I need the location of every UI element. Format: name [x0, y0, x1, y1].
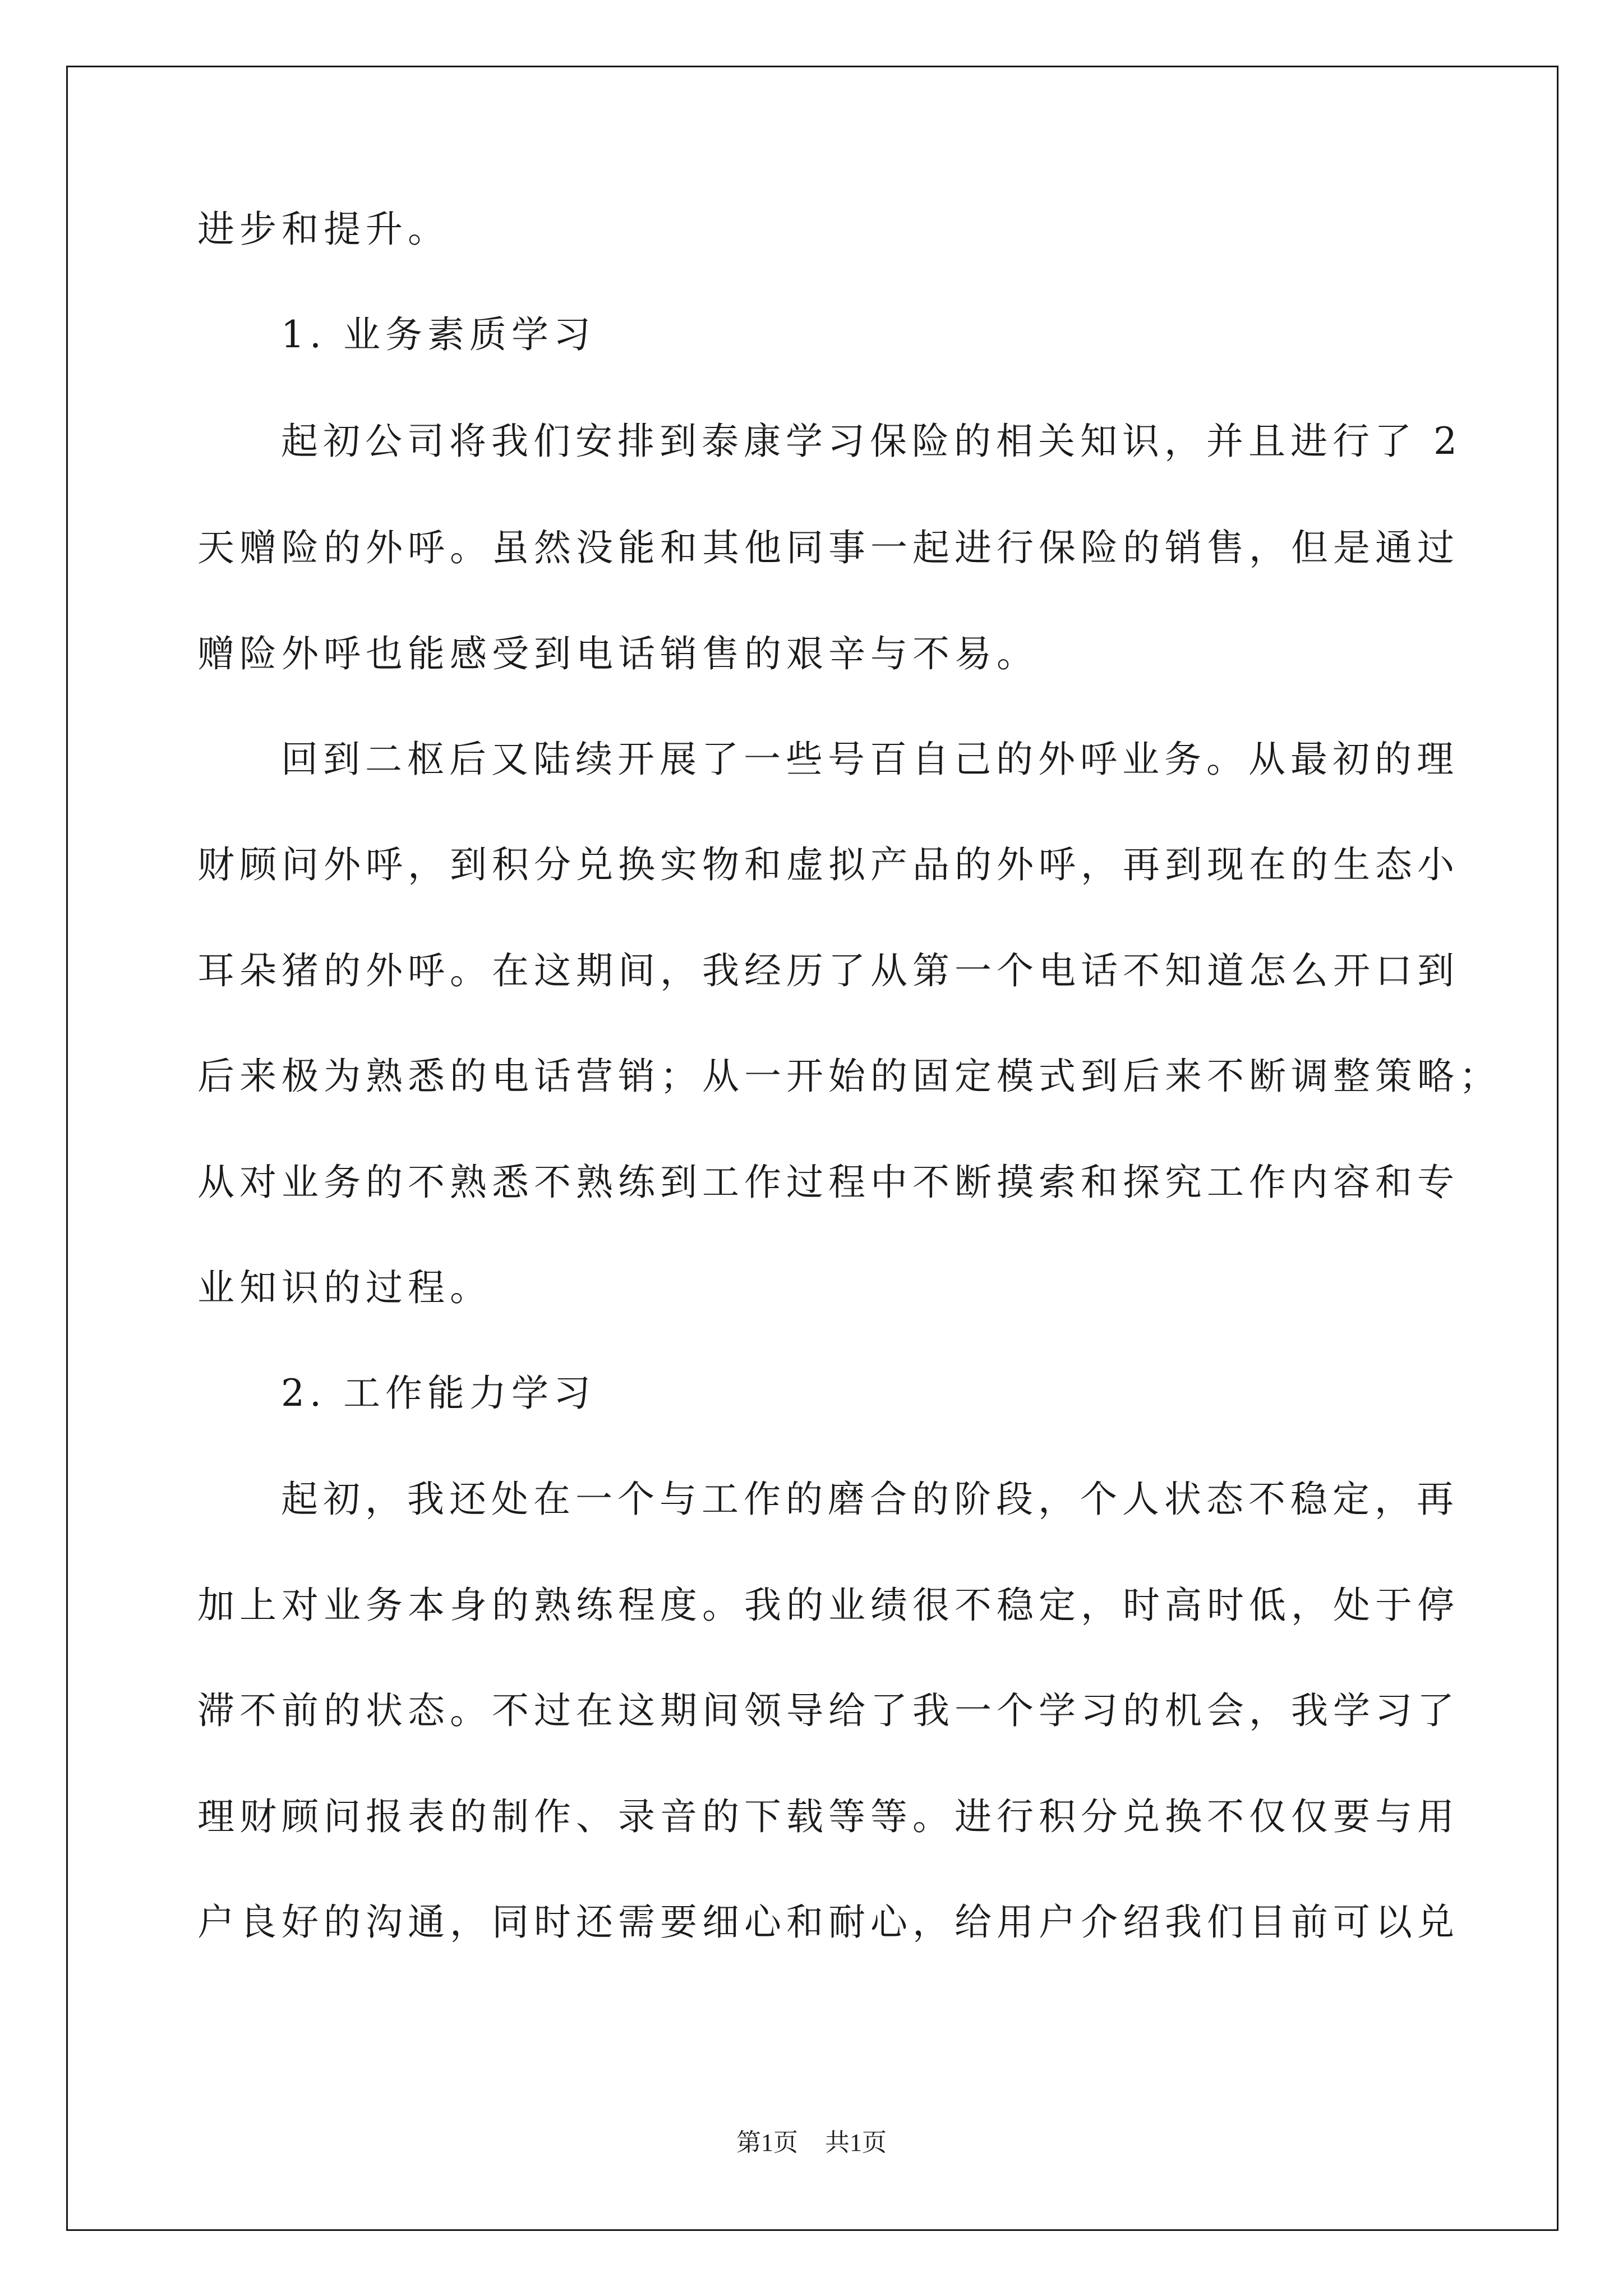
text-line: 滞不前的状态。不过在这期间领导给了我一个学习的机会，我学习了: [197, 1689, 1459, 1732]
text-line: 财顾问外呼，到积分兑换实物和虚拟产品的外呼，再到现在的生态小: [197, 843, 1459, 886]
text-line: 天赠险的外呼。虽然没能和其他同事一起进行保险的销售，但是通过: [197, 526, 1459, 569]
text-line: 耳朵猪的外呼。在这期间，我经历了从第一个电话不知道怎么开口到: [197, 949, 1459, 992]
text-line: 理财顾问报表的制作、录音的下载等等。进行积分兑换不仅仅要与用: [197, 1795, 1459, 1838]
text-line: 回到二枢后又陆续开展了一些号百自己的外呼业务。从最初的理: [281, 738, 1459, 781]
text-line: 赠险外呼也能感受到电话销售的艰辛与不易。: [197, 632, 1039, 675]
section-heading: 2. 工作能力学习: [281, 1372, 596, 1415]
text-line: 从对业务的不熟悉不熟练到工作过程中不断摸索和探究工作内容和专: [197, 1161, 1459, 1204]
text-line: 业知识的过程。: [197, 1266, 492, 1309]
page-number: 第1页: [736, 2129, 798, 2156]
page-footer: [0, 2128, 1623, 2158]
text-line: 户良好的沟通，同时还需要细心和耐心，给用户介绍我们目前可以兑: [197, 1901, 1459, 1944]
page-total: 共1页: [825, 2129, 887, 2156]
text-line: 后来极为熟悉的电话营销；从一开始的固定模式到后来不断调整策略；: [197, 1055, 1501, 1098]
text-line: 进步和提升。: [197, 208, 450, 251]
text-line: 起初，我还处在一个与工作的磨合的阶段，个人状态不稳定，再: [281, 1478, 1459, 1521]
text-line: 起初公司将我们安排到泰康学习保险的相关知识，并且进行了 2: [281, 420, 1462, 463]
text-line: 加上对业务本身的熟练程度。我的业绩很不稳定，时高时低，处于停: [197, 1584, 1459, 1627]
section-heading: 1. 业务素质学习: [281, 313, 596, 356]
